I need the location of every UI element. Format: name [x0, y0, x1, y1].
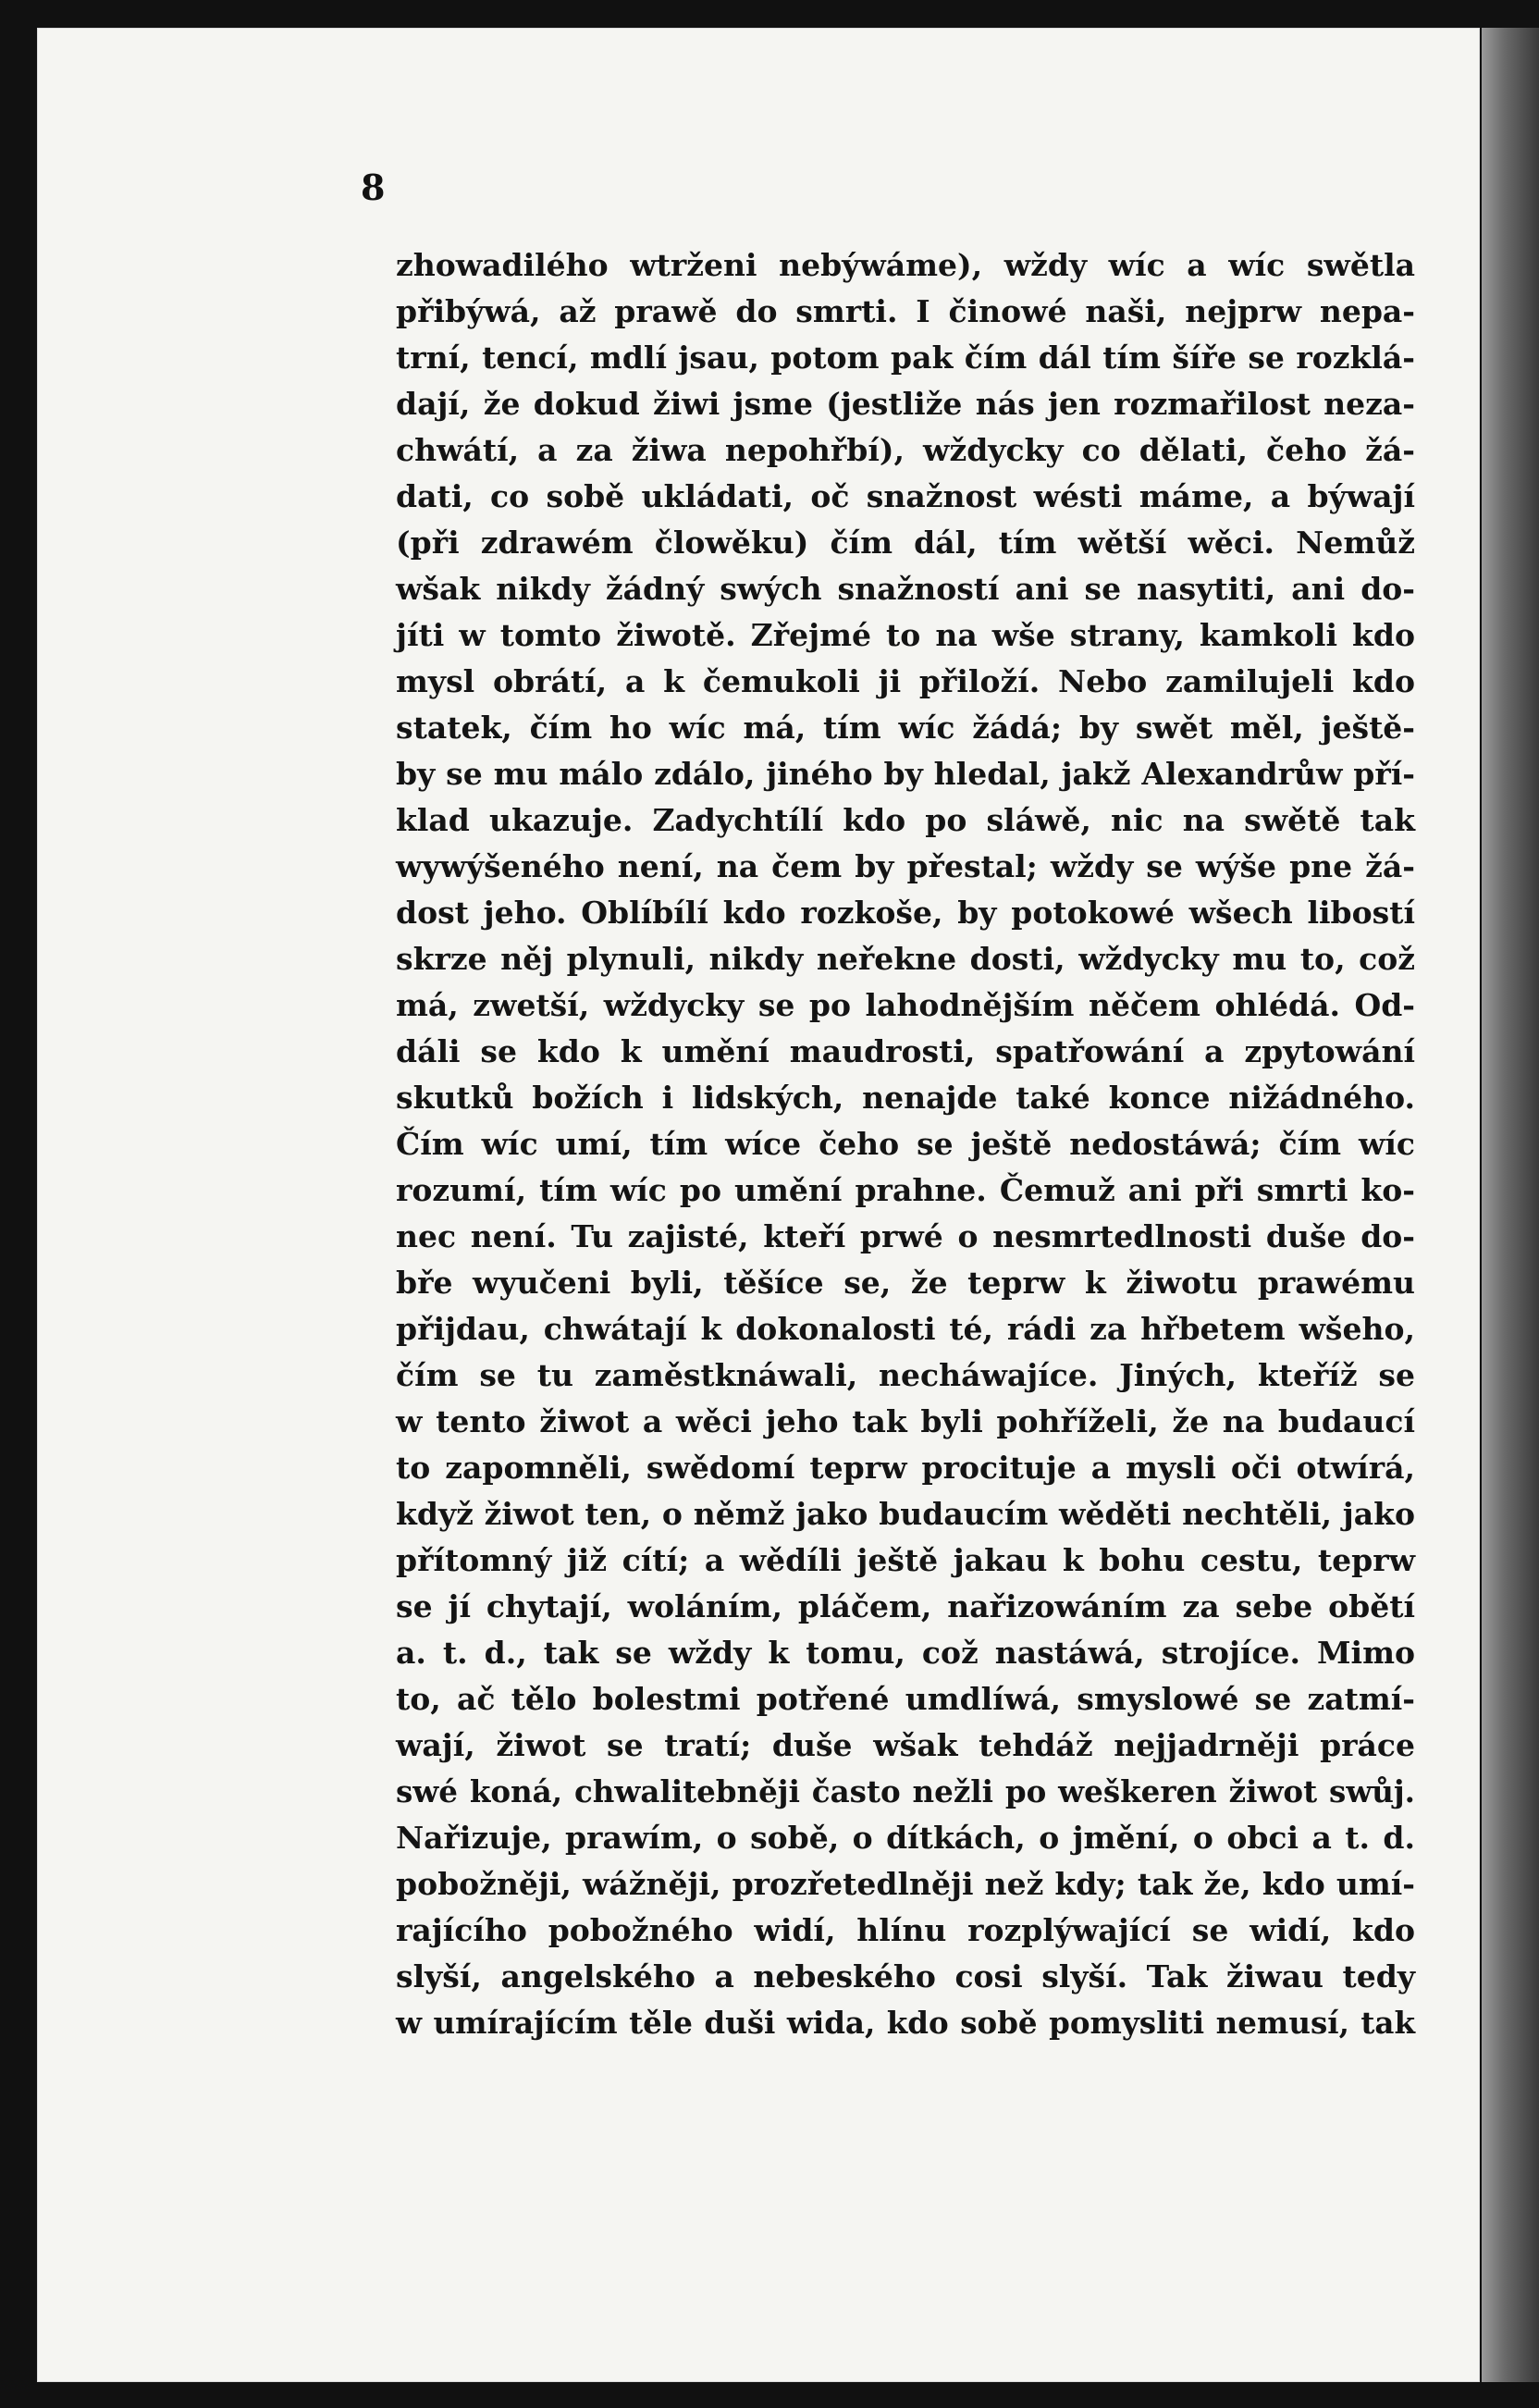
text-line: rozumí, tím wíc po umění prahne. Čemuž ani při smrti ko-	[396, 1172, 1415, 1208]
text-line: se jí chytají, woláním, pláčem, nařizowáním za sebe obětí	[396, 1588, 1415, 1624]
text-line: má, zwetší, wždycky se po lahodnějším něčem ohlédá. Od-	[396, 987, 1415, 1023]
text-line: chwátí, a za žiwa nepohřbí), wždycky co dělati, čeho žá-	[396, 432, 1415, 468]
text-line: mysl obrátí, a k čemukoli ji přiloží. Nebo zamilujeli kdo	[396, 663, 1415, 699]
text-line: wšak nikdy žádný swých snažností ani se nasytiti, ani do-	[396, 571, 1415, 607]
text-line: skutků božích i lidských, nenajde také konce nižádného.	[396, 1080, 1415, 1116]
text-line: slyší, angelského a nebeského cosi slyší. Tak žiwau tedy	[396, 1958, 1415, 1994]
text-line: pobožněji, wážněji, prozřetedlněji než kdy; tak že, kdo umí-	[396, 1866, 1415, 1902]
text-line: w umírajícím těle duši wida, kdo sobě pomysliti nemusí, tak	[396, 2005, 1415, 2041]
text-line: statek, čím ho wíc má, tím wíc žádá; by swět měl, ještě-	[396, 710, 1415, 746]
text-line: dají, že dokud žiwi jsme (jestliže nás jen rozmařilost neza-	[396, 386, 1415, 422]
text-line: přijdau, chwátají k dokonalosti té, rádi za hřbetem wšeho,	[396, 1311, 1415, 1347]
text-line: to, ač tělo bolestmi potřené umdlíwá, smyslowé se zatmí-	[396, 1681, 1415, 1717]
text-line: bře wyučeni byli, těšíce se, že teprw k žiwotu prawému	[396, 1265, 1415, 1301]
text-line: Čím wíc umí, tím wíce čeho se ještě nedostáwá; čím wíc	[396, 1126, 1415, 1162]
text-line: wywýšeného není, na čem by přestal; wždy se wýše pne žá-	[396, 848, 1415, 884]
text-line: když žiwot ten, o němž jako budaucím wěděti nechtěli, jako	[396, 1496, 1415, 1532]
page-edge-shadow	[1482, 28, 1539, 2382]
text-line: dost jeho. Oblíbílí kdo rozkoše, by potokowé wšech libostí	[396, 895, 1415, 931]
text-line: Nařizuje, prawím, o sobě, o dítkách, o jmění, o obci a t. d.	[396, 1820, 1415, 1856]
text-line: a. t. d., tak se wždy k tomu, což nastáwá, strojíce. Mimo	[396, 1635, 1415, 1671]
text-line: skrze něj plynuli, nikdy neřekne dosti, wždycky mu to, což	[396, 941, 1415, 977]
body-text	[396, 242, 1415, 2046]
text-line: by se mu málo zdálo, jiného by hledal, jakž Alexandrůw pří-	[396, 756, 1415, 792]
text-line: swé koná, chwalitebněji často nežli po weškeren žiwot swůj.	[396, 1773, 1415, 1809]
text-line: w tento žiwot a wěci jeho tak byli pohříželi, že na budaucí	[396, 1403, 1415, 1439]
text-line: dati, co sobě ukládati, oč snažnost wésti máme, a býwají	[396, 478, 1415, 514]
text-line: přítomný již cítí; a wědíli ještě jakau k bohu cestu, teprw	[396, 1542, 1415, 1578]
text-line: jíti w tomto žiwotě. Zřejmé to na wše strany, kamkoli kdo	[396, 617, 1415, 653]
text-line: wají, žiwot se tratí; duše wšak tehdáž nejjadrněji práce	[396, 1727, 1415, 1763]
text-line: (při zdrawém člowěku) čím dál, tím wětší wěci. Nemůž	[396, 525, 1415, 561]
page-number: 8	[361, 167, 386, 208]
text-line: zhowadilého wtrženi nebýwáme), wždy wíc a wíc swětla	[396, 247, 1415, 283]
text-line: dáli se kdo k umění maudrosti, spatřowání a zpytowání	[396, 1033, 1415, 1069]
text-line: trní, tencí, mdlí jsau, potom pak čím dál tím šíře se rozklá-	[396, 340, 1415, 376]
text-line: čím se tu zaměstknáwali, necháwajíce. Jiných, kteříž se	[396, 1357, 1415, 1393]
text-line: klad ukazuje. Zadychtílí kdo po sláwě, nic na swětě tak	[396, 802, 1415, 838]
text-line: rajícího pobožného widí, hlínu rozplýwající se widí, kdo	[396, 1912, 1415, 1948]
text-line: nec není. Tu zajisté, kteří prwé o nesmrtedlnosti duše do-	[396, 1218, 1415, 1254]
text-line: přibýwá, až prawě do smrti. I činowé naši, nejprw nepa-	[396, 293, 1415, 329]
text-line: to zapomněli, swědomí teprw procituje a mysli oči otwírá,	[396, 1450, 1415, 1486]
